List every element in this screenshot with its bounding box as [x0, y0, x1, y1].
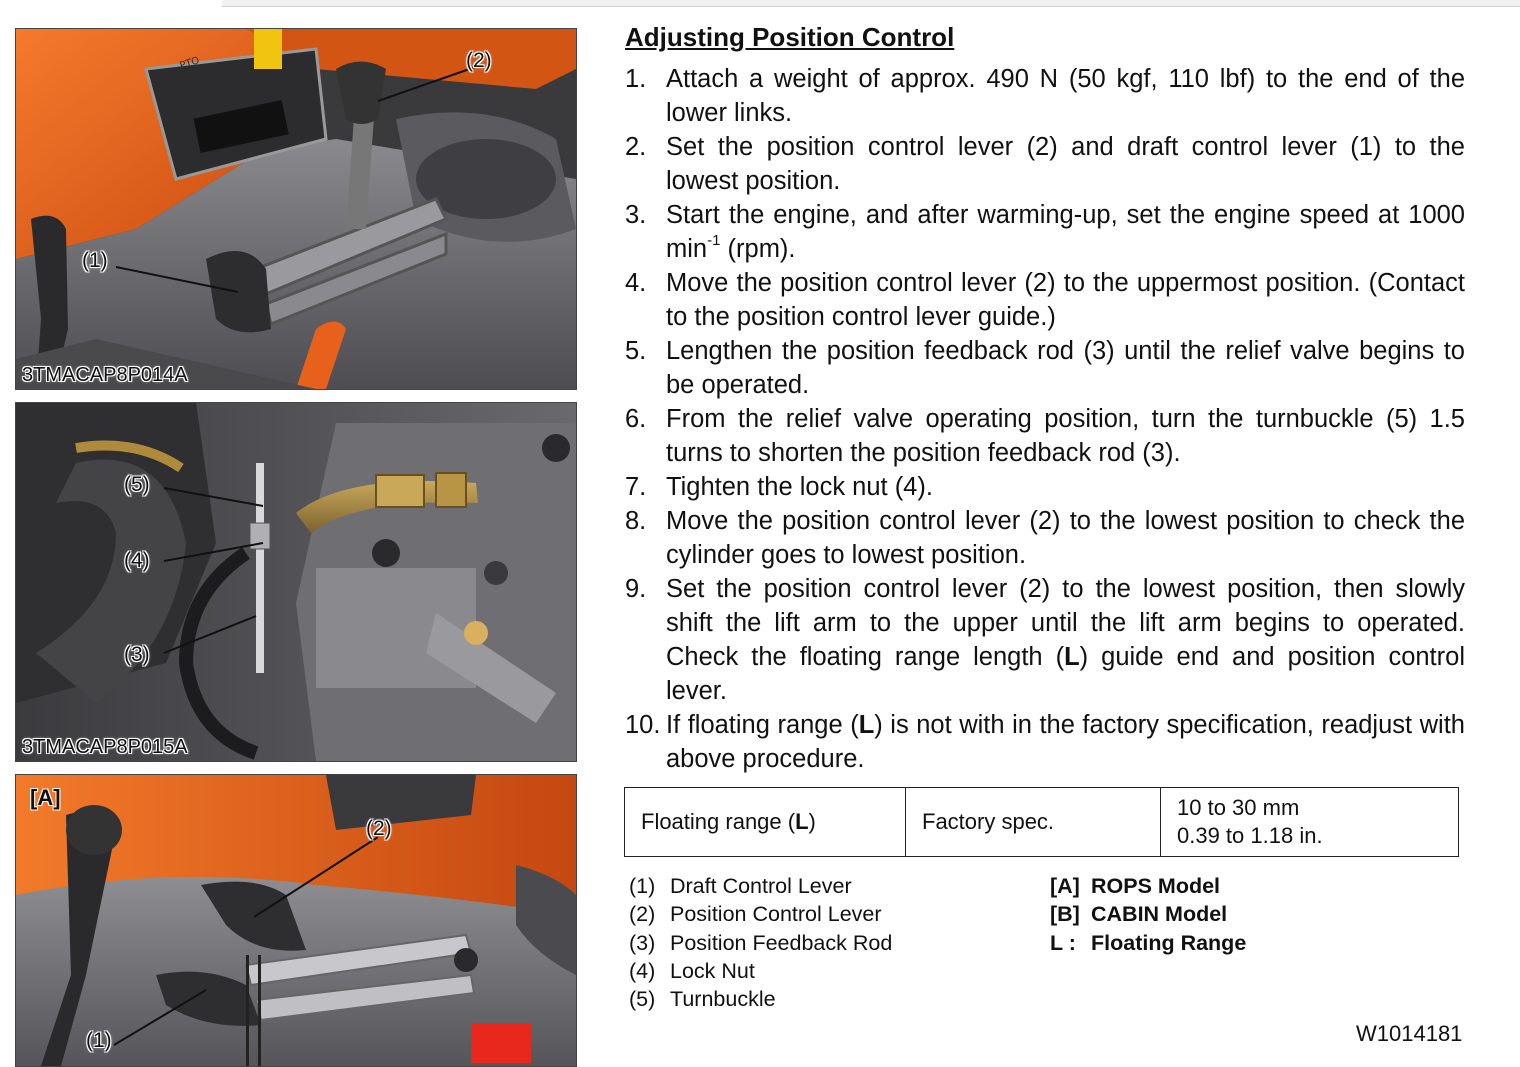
step-number: 10.: [625, 711, 661, 739]
step-text: From the relief valve operating position, turn the turnbuckle (5) 1.5 turns to shorten the position feedback rod (3).: [666, 405, 1465, 467]
step-item: [625, 62, 1465, 130]
step-number: 4.: [625, 269, 647, 297]
callout-1: (1): [86, 1029, 112, 1052]
parts-legend: [629, 872, 892, 1013]
step-item: [625, 266, 1465, 334]
spec-label-close: ): [808, 809, 816, 834]
spec-label-cell: [625, 788, 906, 857]
legend-label: Turnbuckle: [670, 987, 776, 1012]
step-text: Start the engine, and after warming-up, set the engine speed at 1000 min: [666, 201, 1465, 263]
photo-rops-model-illustration: [16, 775, 576, 1066]
legend-item: [629, 957, 892, 985]
step-number: 5.: [625, 337, 647, 365]
step-number: 3.: [625, 201, 647, 229]
legend-item: [629, 900, 892, 928]
callout-3: (3): [124, 643, 150, 666]
photo-code: 3TMACAP8P014A: [22, 364, 188, 386]
photo-lever-console-illustration: [16, 29, 576, 389]
step-bold-symbol: L: [1064, 643, 1080, 671]
step-text-after: ) is not with in the factory specification, readjust with above procedure.: [666, 711, 1465, 773]
model-item: [1050, 900, 1246, 928]
model-label: Floating Range: [1091, 930, 1247, 955]
step-number: 2.: [625, 133, 647, 161]
step-text: Set the position control lever (2) to the lowest position, then slowly shift the lift arm to the upper until the lift arm begins to operated. Check the floating range length (: [666, 575, 1465, 671]
spec-label-symbol: L: [795, 809, 809, 834]
photo-feedback-rod: [15, 402, 577, 762]
step-number: 8.: [625, 507, 647, 535]
section-title: Adjusting Position Control: [625, 22, 955, 52]
model-key: [B]: [1050, 902, 1080, 927]
callout-1: (1): [82, 249, 108, 272]
step-item: [625, 334, 1465, 402]
step-superscript: -1: [707, 231, 721, 249]
step-item: [625, 504, 1465, 572]
spec-table: [624, 787, 1459, 857]
step-text-after: (rpm).: [720, 235, 796, 263]
procedure-steps: [625, 62, 1465, 776]
legend-number: (5): [629, 987, 656, 1012]
step-text: Lengthen the position feedback rod (3) until the relief valve begins to be operated.: [666, 337, 1465, 399]
legend-label: Draft Control Lever: [670, 874, 852, 898]
top-border: [222, 0, 1520, 7]
legend-label: Position Control Lever: [670, 902, 882, 927]
spec-type-cell: Factory spec.: [906, 788, 1161, 857]
legend-label: Position Feedback Rod: [670, 930, 893, 955]
pto-panel-label: PTO: [178, 55, 201, 72]
spec-value-cell: [1161, 788, 1459, 857]
callout-4: (4): [124, 549, 150, 572]
spec-label: Floating range (: [641, 809, 796, 834]
legend-item: [629, 985, 892, 1013]
step-item: [625, 470, 1465, 504]
legend-number: (3): [629, 930, 656, 955]
callout-2: (2): [466, 49, 492, 72]
callout-2: (2): [366, 817, 392, 840]
model-item: [1050, 929, 1246, 957]
step-item: [625, 198, 1465, 266]
step-text: Move the position control lever (2) to the uppermost position. (Contact to the position control lever guide.): [666, 269, 1465, 331]
photo-model-tag: [A]: [30, 785, 61, 810]
model-label: ROPS Model: [1091, 874, 1221, 898]
legend-item: [629, 872, 892, 900]
legend-number: (4): [629, 958, 656, 983]
step-text: Tighten the lock nut (4).: [666, 473, 933, 501]
photo-rops-model: [15, 774, 577, 1067]
legend-number: (2): [629, 902, 656, 927]
legend-item: [629, 929, 892, 957]
step-text: If floating range (: [666, 711, 859, 739]
model-legend: [1050, 872, 1246, 957]
step-number: 1.: [625, 65, 647, 93]
step-item: [625, 130, 1465, 198]
step-item: [625, 708, 1465, 776]
model-key: L :: [1050, 930, 1076, 955]
model-item: [1050, 872, 1246, 900]
step-item: [625, 572, 1465, 708]
step-number: 6.: [625, 405, 647, 433]
step-number: 9.: [625, 575, 647, 603]
spec-value-in: 0.39 to 1.18 in.: [1177, 823, 1323, 848]
photo-code: 3TMACAP8P015A: [22, 736, 188, 758]
legend-label: Lock Nut: [670, 958, 755, 983]
step-item: [625, 402, 1465, 470]
step-text-after: ) guide end and position control lever.: [666, 643, 1465, 705]
spec-row: [625, 788, 1459, 857]
photo-lever-console: [15, 28, 577, 390]
spec-value-mm: 10 to 30 mm: [1177, 795, 1300, 820]
model-label: CABIN Model: [1091, 902, 1228, 927]
document-code: W1014181: [1356, 1021, 1463, 1046]
step-text: Attach a weight of approx. 490 N (50 kgf, 110 lbf) to the end of the lower links.: [666, 65, 1465, 127]
photo-feedback-rod-illustration: [16, 403, 576, 761]
model-key: [A]: [1050, 874, 1080, 898]
step-bold-symbol: L: [858, 711, 875, 739]
step-text: Move the position control lever (2) to the lowest position to check the cylinder goes to lowest position.: [666, 507, 1465, 569]
step-text: Set the position control lever (2) and draft control lever (1) to the lowest position.: [666, 133, 1465, 195]
callout-5: (5): [124, 473, 150, 496]
legend-number: (1): [629, 874, 656, 898]
step-number: 7.: [625, 473, 647, 501]
